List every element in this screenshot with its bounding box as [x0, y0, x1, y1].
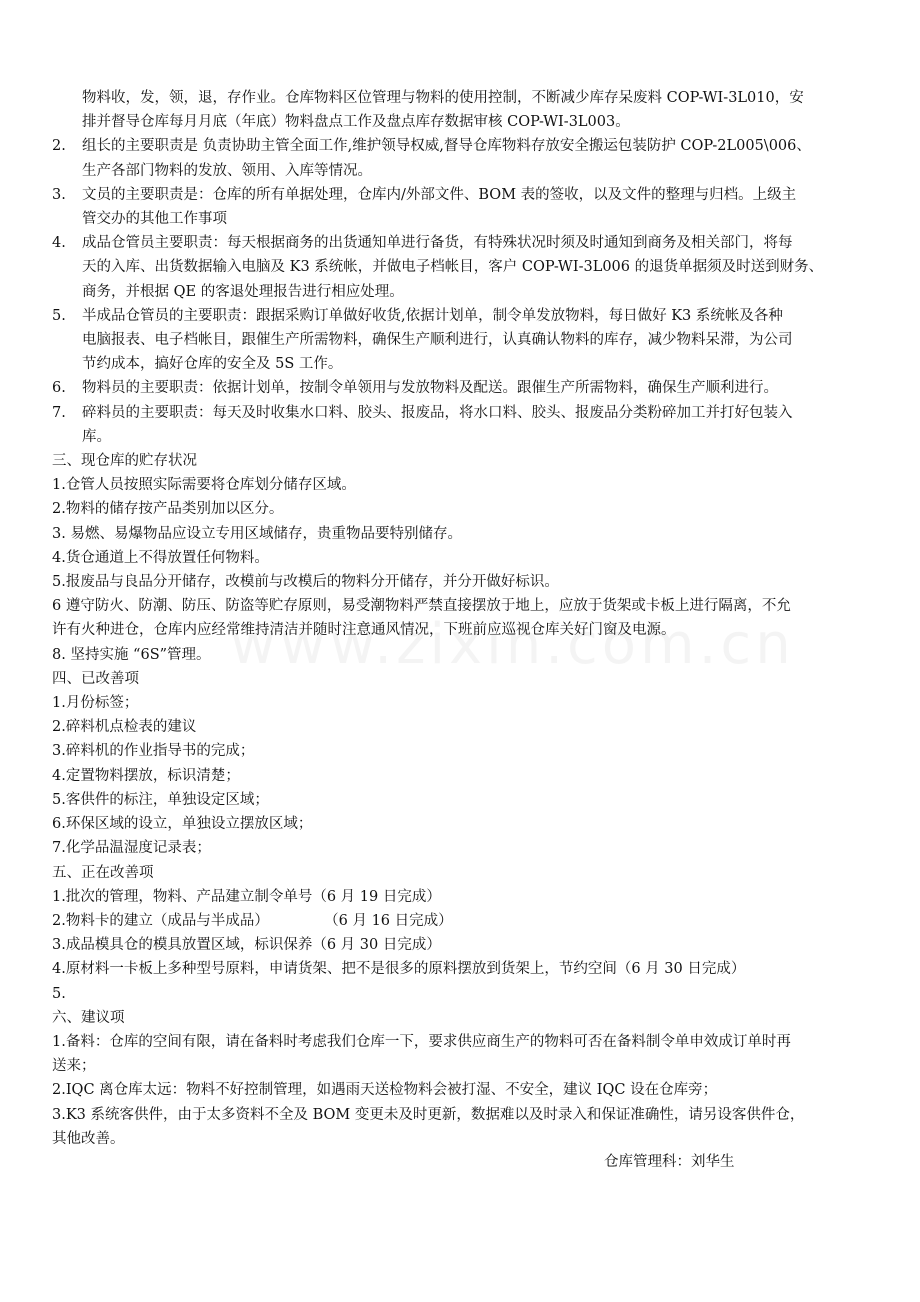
item-number: 3. — [52, 186, 66, 203]
text-line: 库。 — [82, 428, 111, 445]
text-line: 许有火种进仓，仓库内应经常维持清洁并随时注意通风情况，下班前应巡视仓库关好门窗及电源。 — [52, 622, 676, 639]
text-line: 2.碎料机点检表的建议 — [52, 719, 197, 736]
text-line: 天的入库、出货数据输入电脑及 K3 系统帐，并做电子档帐目，客户 COP-WI-3L006 的退货单据须及时送到财务、 — [82, 259, 824, 276]
text-line: 4.货仓通道上不得放置任何物料。 — [52, 549, 269, 566]
duty-item — [52, 304, 872, 377]
text-line: 1.仓管人员按照实际需要将仓库划分储存区域。 — [52, 477, 356, 494]
text-line: 其他改善。 — [52, 1130, 125, 1147]
text-line: 物料员的主要职责：依据计划单，按制令单领用与发放物料及配送。跟催生产所需物料，确保生产顺利进行。 — [82, 380, 778, 397]
text-line: 3.K3 系统客供件，由于太多资料不全及 BOM 变更未及时更新，数据难以及时录入和保证准确性，请另设客供件仓， — [52, 1106, 805, 1123]
text-line: 5. — [52, 985, 66, 1002]
text-line: 2.物料卡的建立（成品与半成品） （6 月 16 日完成） — [52, 912, 453, 929]
text-line: 排并督导仓库每月月底（年底）物料盘点工作及盘点库存数据审核 COP-WI-3L003。 — [82, 114, 630, 131]
text-line: 6.环保区域的设立，单独设立摆放区域； — [52, 816, 313, 833]
text-line: 5.客供件的标注，单独设定区域； — [52, 791, 269, 808]
text-line: 2.IQC 离仓库太远：物料不好控制管理，如遇雨天送检物料会被打湿、不安全，建议 IQC 设在仓库旁； — [52, 1082, 718, 1099]
body-section — [52, 449, 872, 1151]
signature: 仓库管理科：刘华生 — [604, 1154, 735, 1170]
item-number: 5. — [52, 307, 66, 324]
item-number: 2. — [52, 138, 66, 155]
text-line: 3.成品模具仓的模具放置区域，标识保养（6 月 30 日完成） — [52, 937, 441, 954]
document-page — [52, 86, 872, 1151]
duty-item — [52, 134, 872, 182]
text-line: 电脑报表、电子档帐目，跟催生产所需物料，确保生产顺利进行，认真确认物料的库存，减少物料呆滞，为公司 — [82, 332, 793, 349]
item-number: 4. — [52, 235, 66, 252]
item-number: 7. — [52, 404, 66, 421]
text-line: 文员的主要职责是：仓库的所有单据处理，仓库内/外部文件、BOM 表的签收，以及文件的整理与归档。上级主 — [82, 186, 797, 203]
text-line: 碎料员的主要职责：每天及时收集水口料、胶头、报废品，将水口料、胶头、报废品分类粉碎加工并打好包装入 — [82, 404, 793, 421]
text-line: 送来； — [52, 1058, 96, 1075]
text-line: 物料收，发，领，退，存作业。仓库物料区位管理与物料的使用控制，不断减少库存呆废料 COP-WI-3L010，安 — [82, 90, 804, 106]
section-heading: 六、建议项 — [52, 1009, 125, 1026]
item-number: 6. — [52, 380, 66, 397]
duty-item — [52, 231, 872, 304]
text-line: 5.报废品与良品分开储存，改模前与改模后的物料分开储存，并分开做好标识。 — [52, 574, 559, 591]
text-line: 节约成本，搞好仓库的安全及 5S 工作。 — [82, 356, 343, 373]
text-line: 6 遵守防火、防潮、防压、防盗等贮存原则，易受潮物料严禁直接摆放于地上，应放于货架或卡板上进行隔离，不允 — [52, 598, 791, 615]
item-text — [82, 134, 872, 182]
item-text — [82, 183, 872, 231]
item-text — [82, 401, 872, 449]
text-line: 4.原材料一卡板上多种型号原料，申请货架、把不是很多的原料摆放到货架上，节约空间（6 月 30 日完成） — [52, 961, 746, 978]
item-text — [82, 231, 872, 304]
text-line: 3.碎料机的作业指导书的完成； — [52, 743, 255, 760]
text-line: 4.定置物料摆放，标识清楚； — [52, 767, 240, 784]
text-line: 3. 易燃、易爆物品应设立专用区域储存，贵重物品要特别储存。 — [52, 525, 462, 542]
text-line: 7.化学品温湿度记录表； — [52, 840, 211, 857]
text-line: 1.备料：仓库的空间有限，请在备料时考虑我们仓库一下，要求供应商生产的物料可否在备料制令单申效成订单时再 — [52, 1033, 791, 1050]
section-heading: 三、现仓库的贮存状况 — [52, 453, 197, 470]
text-line: 半成品仓管员的主要职责：跟据采购订单做好收货,依据计划单，制令单发放物料，每日做好 K3 系统帐及各种 — [82, 307, 783, 324]
section-heading: 四、已改善项 — [52, 670, 139, 687]
text-line: 管交办的其他工作事项 — [82, 211, 227, 228]
text-line: 1.批次的管理，物料、产品建立制令单号（6 月 19 日完成） — [52, 888, 441, 905]
text-line: 1.月份标签； — [52, 695, 139, 712]
item-text — [82, 304, 872, 377]
section-heading: 五、正在改善项 — [52, 864, 154, 881]
duty-item — [52, 183, 872, 231]
intro-block — [52, 86, 872, 134]
duty-item — [52, 376, 872, 400]
text-line: 8. 坚持实施 “6S”管理。 — [52, 646, 211, 663]
item-text — [82, 376, 872, 400]
text-line: 生产各部门物料的发放、领用、入库等情况。 — [82, 162, 372, 179]
duty-item — [52, 401, 872, 449]
text-line: 成品仓管员主要职责：每天根据商务的出货通知单进行备货，有特殊状况时须及时通知到商务及相关部门，将每 — [82, 235, 793, 252]
text-line: 2.物料的储存按产品类别加以区分。 — [52, 501, 284, 518]
text-line: 组长的主要职责是 负责协助主管全面工作,维护领导权威,督导仓库物料存放安全搬运包装防护 COP-2L005\006、 — [82, 138, 811, 155]
text-line: 商务，并根据 QE 的客退处理报告进行相应处理。 — [82, 283, 404, 300]
